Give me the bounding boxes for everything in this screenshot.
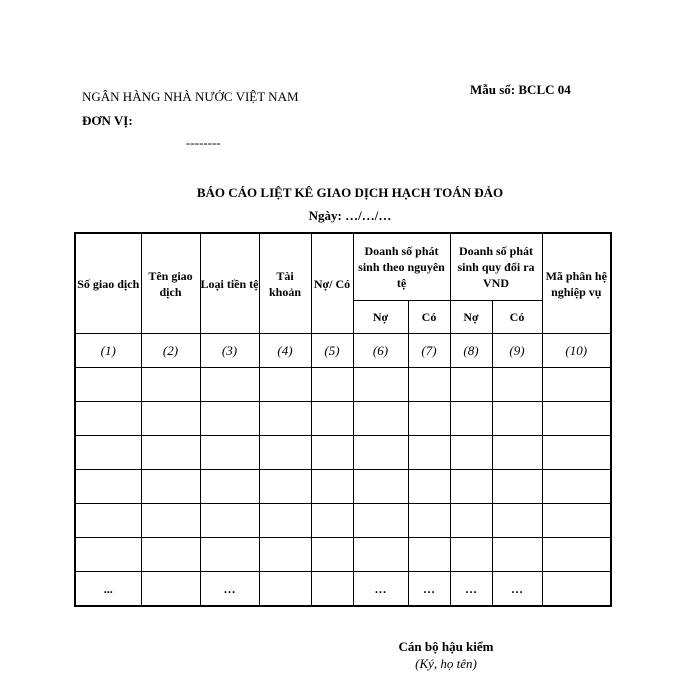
column-number-row	[75, 334, 611, 368]
report-date: Ngày: …/…/…	[308, 208, 392, 223]
header-original-debit: Nợ	[353, 301, 408, 334]
ellipsis-cell: …	[408, 572, 450, 607]
table-row	[75, 538, 611, 572]
header-vnd-debit: Nợ	[450, 301, 492, 334]
bank-name: NGÂN HÀNG NHÀ NƯỚC VIỆT NAM	[82, 89, 299, 104]
column-number: (3)	[200, 334, 259, 368]
header-account: Tài khoản	[259, 233, 311, 334]
report-table	[74, 232, 612, 607]
header-debit-credit: Nợ/ Có	[311, 233, 353, 334]
table-row	[75, 368, 611, 402]
signer-title: Cán bộ hậu kiểm	[398, 639, 494, 654]
form-number: Mẫu số: BCLC 04	[470, 82, 571, 97]
ellipsis-cell: …	[353, 572, 408, 607]
table-row	[75, 436, 611, 470]
column-number: (8)	[450, 334, 492, 368]
column-number: (5)	[311, 334, 353, 368]
ellipsis-cell	[141, 572, 200, 607]
ellipsis-cell: …	[450, 572, 492, 607]
header-vnd-credit: Có	[492, 301, 542, 334]
table-row	[75, 504, 611, 538]
column-number: (9)	[492, 334, 542, 368]
ellipsis-cell	[259, 572, 311, 607]
ellipsis-row	[75, 572, 611, 607]
ellipsis-cell: …	[492, 572, 542, 607]
signer-note: (Ký, họ tên)	[415, 656, 477, 671]
ellipsis-cell	[311, 572, 353, 607]
unit-dashes: --------	[186, 135, 221, 150]
header-vnd-turnover: Doanh số phát sinh quy đổi ra VND	[450, 233, 542, 301]
header-original-turnover: Doanh số phát sinh theo nguyên tệ	[353, 233, 450, 301]
column-number: (2)	[141, 334, 200, 368]
table-row	[75, 470, 611, 504]
header-transaction-name: Tên giao dịch	[141, 233, 200, 334]
header-business-code: Mã phân hệ nghiệp vụ	[542, 233, 611, 334]
column-number: (4)	[259, 334, 311, 368]
header-currency-type: Loại tiền tệ	[200, 233, 259, 334]
column-number: (1)	[75, 334, 141, 368]
column-number: (6)	[353, 334, 408, 368]
ellipsis-cell: ...	[75, 572, 141, 607]
header-transaction-no: Số giao dịch	[75, 233, 141, 334]
column-number: (10)	[542, 334, 611, 368]
unit-label: ĐƠN VỊ:	[82, 113, 133, 128]
column-number: (7)	[408, 334, 450, 368]
ellipsis-cell	[542, 572, 611, 607]
report-title: BÁO CÁO LIỆT KÊ GIAO DỊCH HẠCH TOÁN ĐẢO	[196, 185, 504, 200]
header-original-credit: Có	[408, 301, 450, 334]
ellipsis-cell: …	[200, 572, 259, 607]
table-row	[75, 402, 611, 436]
